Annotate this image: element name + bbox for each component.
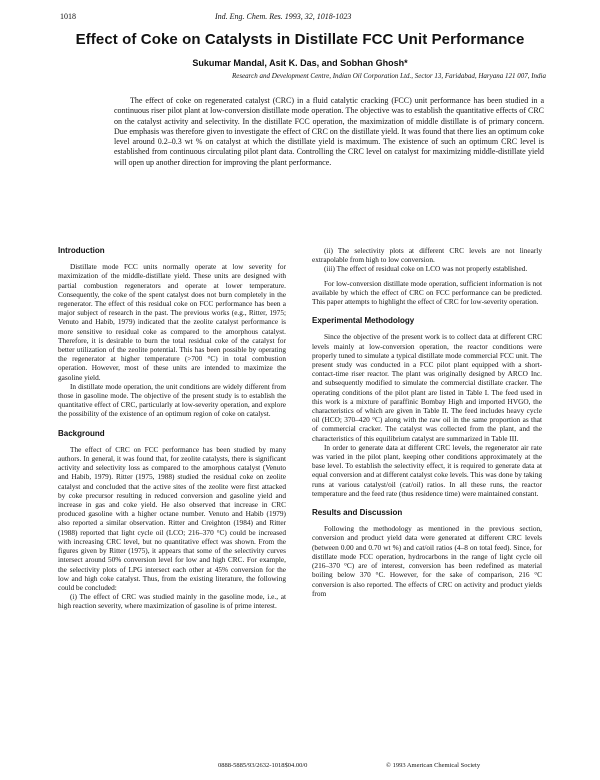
author-list: Sukumar Mandal, Asit K. Das, and Sobhan Ghosh* xyxy=(192,58,408,68)
left-column xyxy=(58,246,286,611)
results-paragraph: Following the methodology as mentioned in the previous section, conversion and product yield data were generated at different CRC levels (between 0.00 and 0.70 wt %) and cat/oil ratios (4–8 on total feed). Since, for distillate mode FCC operation, hydrocarbons in the range of light cycle oil (216–370 °C) are of interest, conversion has been redefined as material boiling below 370 °C. However, for the sake of comparison, 216 °C conversion is also reported. The effects of CRC on activity and product yields from xyxy=(312,524,542,598)
background-list-item: (i) The effect of CRC was studied mainly in the gasoline mode, i.e., at high reaction severity, where maximization of gasoline is of prime interest. xyxy=(58,592,286,611)
introduction-paragraph: In distillate mode operation, the unit conditions are widely different from those in gasoline mode. The objective of the present study is to establish the quantitative effect of CRC, particularly at low-severity operation, and explore the possibility of the existence of an optimum region of coke on catalyst. xyxy=(58,381,286,419)
introduction-paragraph: Distillate mode FCC units normally operate at low severity for maximization of the middle-distillate yield. These units are designed with partial combustion regenerators and operate at lower temperature. Consequently, the coke of the spent catalyst does not burn completely in the regenerator. The effect of this residual coke on FCC performance has been a major subject of research in the past. The previous works (e.g., Ritter, 1975; Venuto and Habib, 1979) indicated that the zeolite catalyst performance is more sensitive to residual coke as compared to the amorphous catalyst. Therefore, it is desirable to burn the total residual coke of the catalyst for better utilization of the zeolite potential. This has been possible by operating the regenerator at higher temperature (>700 °C) in total combustion operation. However, most of these units are intended to maximize the gasoline yield. xyxy=(58,262,286,382)
copyright-notice: © 1993 American Chemical Society xyxy=(386,762,481,769)
results-heading: Results and Discussion xyxy=(312,508,403,518)
article-code: 0888-5885/93/2632-1018$04.00/0 xyxy=(218,762,308,769)
experimental-paragraph: Since the objective of the present work is to collect data at different CRC levels mainly at low-conversion operation, the reactor conditions were properly tuned to simulate a typical distillate mode commercial FCC unit. The present study was conducted in a FCC pilot plant equipped with a short-contact-time riser reactor. The plant was originally designed by ARCO Inc. and subsequently modified to simulate the commercial distillate cracker. The operating conditions of the pilot plant are listed in Table I. The feed used in this work is a mixture of paraffinic Bombay High and imported HVGO, the characteristics of which are given in Table II. The feed includes heavy cycle oil (HCO; 370–420 °C) along with the raw oil in the same proportion as that of commercial cracker. The catalyst was collected from the plant, and the characteristics of this equilibrium catalyst are summarized in Table III. xyxy=(312,332,542,443)
page-number: 1018 xyxy=(60,12,76,21)
experimental-heading: Experimental Methodology xyxy=(312,316,415,326)
affiliation: Research and Development Centre, Indian Oil Corporation Ltd., Sector 13, Faridabad, Haryana 121 007, India xyxy=(231,72,546,80)
background-paragraph: For low-conversion distillate mode operation, sufficient information is not available by which the effect of CRC on FCC performance can be predicted. This paper attempts to highlight the effect of CRC for low-severity operation. xyxy=(312,278,542,307)
background-paragraph: The effect of CRC on FCC performance has been studied by many authors. In general, it was found that, for zeolite catalysts, there is significant activity and selectivity loss as compared to the amorphous catalyst (Venuto and Habib, 1979). Ritter (1975, 1988) studied the residual coke on zeolite catalyst and concluded that the active sites of the zeolite were first attacked by coke precursor resulting in reduced conversion and gasoline yield and increase in gas and coke yield. He also observed that increase in CRC produced gasoline with a higher octane number. Venuto and Habib (1979) also reported a similar observation. Ritter and Creighton (1984) and Ritter (1988) reported that light cycle oil (LCO; 216–370 °C) could be increased with increasing CRC level, but no quantitative effect was shown. From the figures given by Ritter (1975), it appears that some of the selectivity curves intersect around 50% conversion level for low and high CRC. For example, the selectivity plots of LPG intersect each other at 45% conversion for the low and high coke catalyst. Thus, from the existing literature, the following could be concluded: xyxy=(58,444,286,592)
right-column xyxy=(312,246,542,598)
experimental-paragraph: In order to generate data at different CRC levels, the regenerator air rate was varied in the pilot plant, keeping other conditions approximately at the base level. To establish the selectivity effect, it is required to generate data at equal conversion and at different catalyst coke levels. This was done by taking runs at various catalyst/oil (cat/oil) ratios. In all these runs, the reactor temperature and the feed rate (thus residence time) were maintained constant. xyxy=(312,442,542,498)
abstract: The effect of coke on regenerated catalyst (CRC) in a fluid catalytic cracking (FCC) unit performance has been studied in a continuous riser pilot plant at low-conversion distillate mode operation. The objective was to establish the quantitative effects of CRC on the catalyst activity and selectivity. In the distillate FCC operation, the maximization of middle distillate is of primary concern. Due emphasis was therefore given to investigate the effect of CRC on the distillate yield. It was found that there lies an optimum coke level around 0.2–0.3 wt % on catalyst at which the distillate yield is maximum. The existence of such an optimum CRC level is established from continuous circulating pilot plant data. Controlling the CRC level on catalyst for maximizing middle-distillate yield will open up another direction for improving the plant performance. xyxy=(114,96,544,167)
paper-title: Effect of Coke on Catalysts in Distillate FCC Unit Performance xyxy=(75,31,525,48)
background-list-item: (iii) The effect of residual coke on LCO was not properly established. xyxy=(324,264,528,274)
background-heading: Background xyxy=(58,428,105,438)
background-list-item: (ii) The selectivity plots at different CRC levels are not linearly extrapolable from high to low conversion. xyxy=(312,246,542,265)
introduction-heading: Introduction xyxy=(58,246,105,255)
journal-citation: Ind. Eng. Chem. Res. 1993, 32, 1018-1023 xyxy=(215,12,352,21)
